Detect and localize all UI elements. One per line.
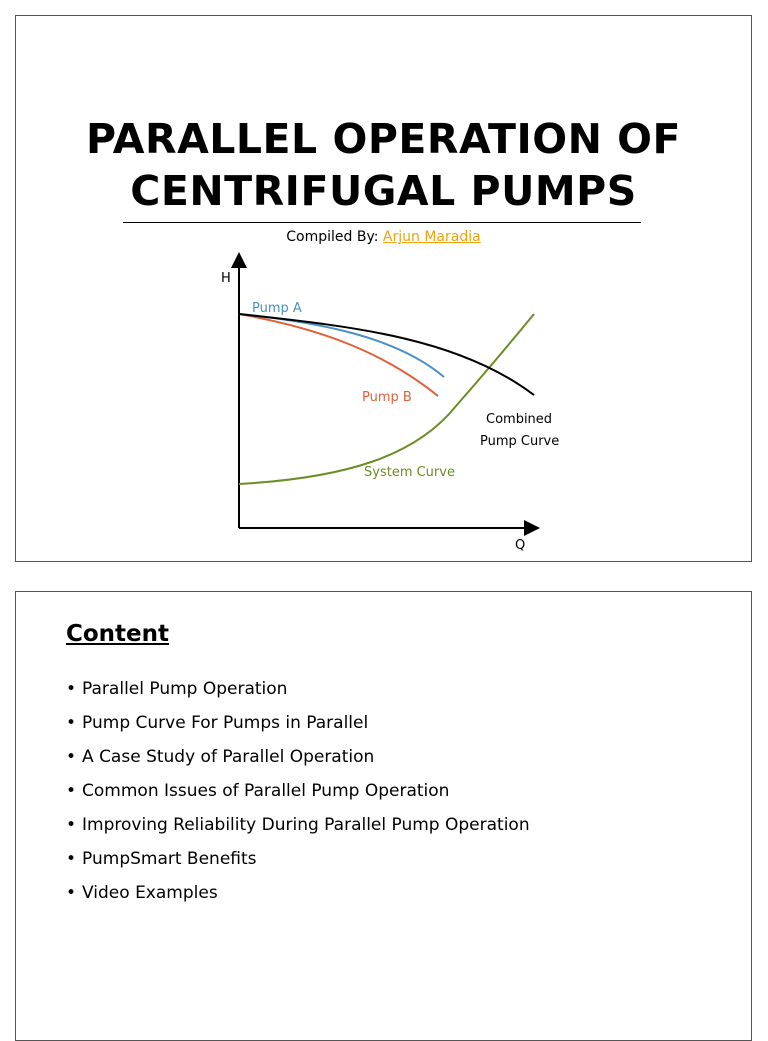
pump-a-label: Pump A — [252, 301, 302, 316]
list-item: • PumpSmart Benefits — [66, 842, 530, 876]
list-item: • Parallel Pump Operation — [66, 672, 530, 706]
pump-a-curve — [239, 314, 444, 377]
content-list — [66, 672, 530, 910]
compiled-by-label: Compiled By: — [286, 229, 379, 245]
content-slide — [15, 591, 752, 1041]
list-item: • Common Issues of Parallel Pump Operation — [66, 774, 530, 808]
combined-label-line-2: Pump Curve — [480, 434, 560, 449]
list-item: • A Case Study of Parallel Operation — [66, 740, 530, 774]
slide-title-line-1: PARALLEL OPERATION OF — [85, 115, 682, 163]
title-slide — [15, 15, 752, 562]
y-axis-label: H — [221, 271, 231, 286]
x-axis-label: Q — [515, 538, 526, 553]
slide-title-line-2: CENTRIFUGAL PUMPS — [130, 167, 637, 215]
combined-pump-curve — [239, 314, 534, 395]
list-item: • Improving Reliability During Parallel Pump Operation — [66, 808, 530, 842]
author-link[interactable]: Arjun Maradia — [382, 229, 481, 245]
system-curve-label: System Curve — [364, 465, 455, 480]
pump-b-label: Pump B — [362, 390, 412, 405]
list-item: • Video Examples — [66, 876, 530, 910]
pump-curve-diagram — [16, 16, 753, 563]
content-heading: Content — [66, 621, 170, 647]
combined-label-line-1: Combined — [486, 412, 553, 427]
list-item: • Pump Curve For Pumps in Parallel — [66, 706, 530, 740]
